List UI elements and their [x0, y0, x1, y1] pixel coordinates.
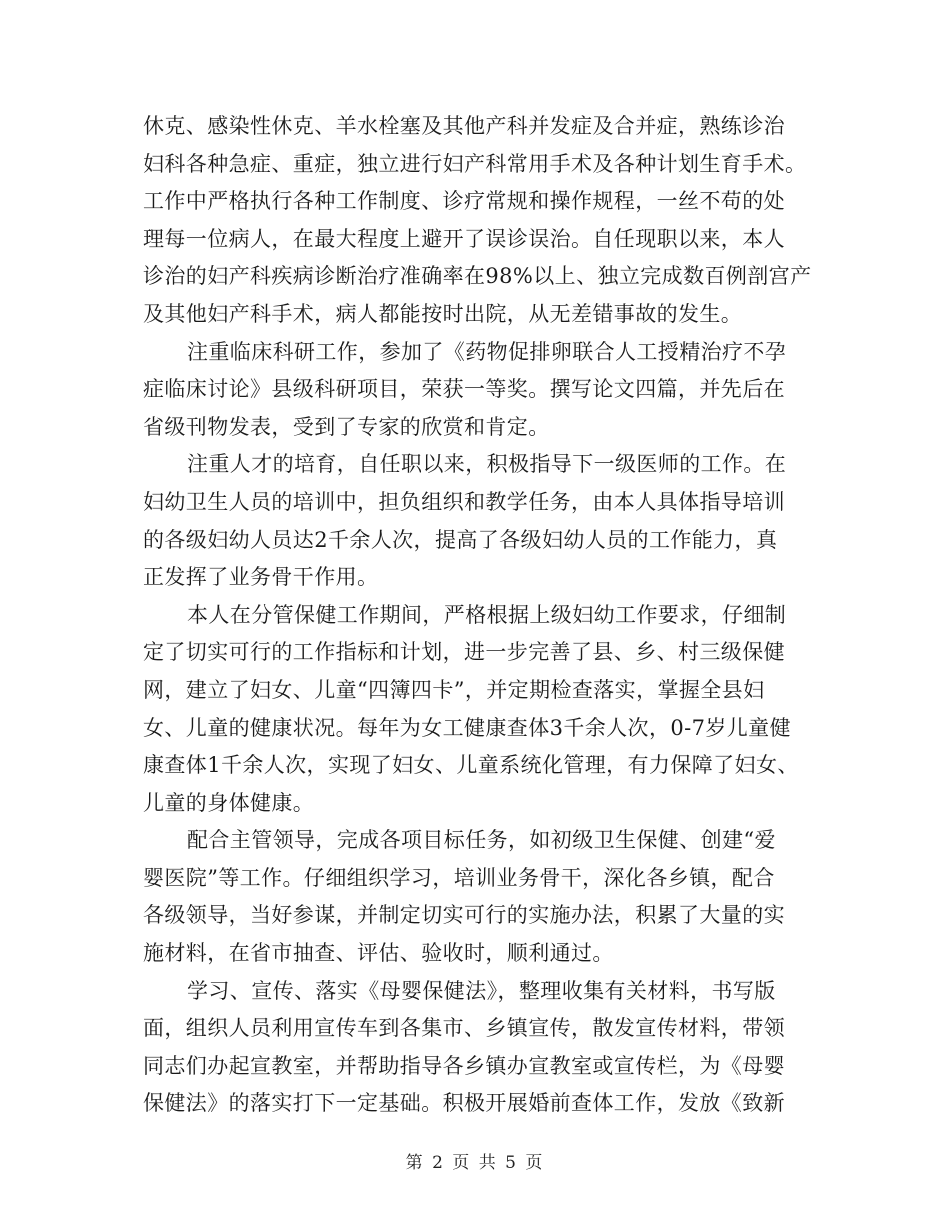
text-line: 休克、感染性休克、羊水栓塞及其他产科并发症及合并症，熟练诊治 [143, 114, 785, 138]
text-line: 女、儿童的健康状况。每年为女工健康查体3千余人次，0-7岁儿童健 [143, 715, 791, 740]
text-line: 省级刊物发表，受到了专家的欣赏和肯定。 [143, 414, 550, 439]
text-line: 面，组织人员利用宣传车到各集市、乡镇宣传，散发宣传材料，带领 [143, 1016, 785, 1041]
text-line: 儿童的身体健康。 [143, 790, 315, 815]
text-line: 施材料，在省市抽查、评估、验收时，顺利通过。 [143, 941, 614, 966]
text-line: 配合主管领导，完成各项目标任务，如初级卫生保健、创建“爱 [187, 828, 776, 853]
text-line: 网，建立了妇女、儿童“四簿四卡”，并定期检查落实，掌握全县妇 [143, 677, 765, 702]
text-line: 工作中严格执行各种工作制度、诊疗常规和操作规程，一丝不苟的处 [143, 189, 785, 214]
text-line: 的各级妇幼人员达2千余人次，提高了各级妇幼人员的工作能力，真 [143, 527, 778, 552]
paragraph-law-promotion [143, 973, 811, 1123]
paragraph-leadership-support [143, 822, 811, 972]
text-line: 注重临床科研工作，参加了《药物促排卵联合人工授精治疗不孕 [187, 339, 787, 364]
text-line: 本人在分管保健工作期间，严格根据上级妇幼工作要求，仔细制 [187, 602, 787, 627]
text-line: 学习、宣传、落实《母婴保健法》，整理收集有关材料，书写版 [187, 978, 776, 1003]
paragraph-clinical-practice [143, 108, 811, 334]
text-line: 注重人才的培育，自任职以来，积极指导下一级医师的工作。在 [187, 452, 787, 477]
paragraph-training [143, 446, 811, 596]
text-line: 及其他妇产科手术，病人都能按时出院，从无差错事故的发生。 [143, 301, 743, 326]
text-line: 诊治的妇产科疾病诊断治疗准确率在98%以上、独立完成数百例剖宫产 [143, 264, 811, 289]
text-line: 理每一位病人，在最大程度上避开了误诊误治。自任现职以来，本人 [143, 226, 785, 251]
text-line: 婴医院”等工作。仔细组织学习，培训业务骨干，深化各乡镇，配合 [143, 865, 775, 890]
text-line: 症临床讨论》县级科研项目，荣获一等奖。撰写论文四篇，并先后在 [143, 377, 785, 402]
text-line: 定了切实可行的工作指标和计划，进一步完善了县、乡、村三级保健 [143, 640, 785, 665]
page-number-footer: 第 2 页 共 5 页 [405, 1153, 545, 1173]
text-line: 康查体1千余人次，实现了妇女、儿童系统化管理，有力保障了妇女、 [143, 753, 799, 778]
text-line: 各级领导，当好参谋，并制定切实可行的实施办法，积累了大量的实 [143, 903, 785, 928]
text-line: 同志们办起宣教室，并帮助指导各乡镇办宣教室或宣传栏，为《母婴 [143, 1053, 785, 1078]
text-line: 正发挥了业务骨干作用。 [143, 565, 379, 590]
paragraph-research [143, 334, 811, 447]
text-line: 保健法》的落实打下一定基础。积极开展婚前查体工作，发放《致新 [143, 1091, 785, 1116]
document-body [143, 108, 811, 1123]
paragraph-health-care [143, 597, 811, 823]
text-line: 妇幼卫生人员的培训中，担负组织和教学任务，由本人具体指导培训 [143, 489, 785, 514]
text-line: 妇科各种急症、重症，独立进行妇产科常用手术及各种计划生育手术。 [143, 151, 807, 176]
